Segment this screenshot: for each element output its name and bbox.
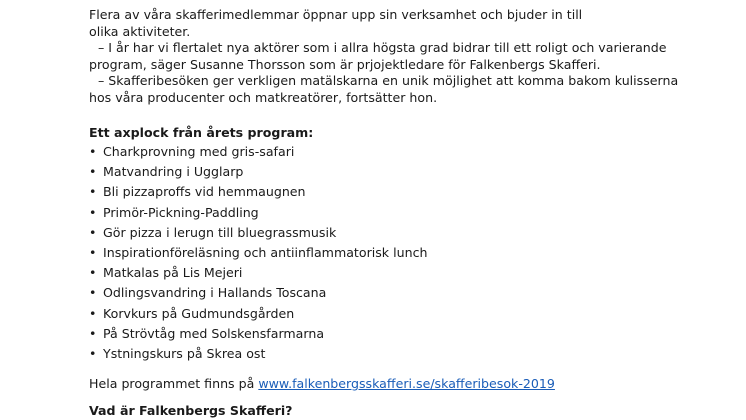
program-item-label: Odlingsvandring i Hallands Toscana [103,285,327,301]
program-item-label: Matkalas på Lis Mejeri [103,265,243,281]
quote-line: – I år har vi flertalet nya aktörer som i allra högsta grad bidrar till ett roligt och varierande [98,40,667,55]
program-item [89,243,729,263]
bullet-icon: • [89,346,97,362]
program-item-label: Korvkurs på Gudmundsgården [103,305,295,321]
bullet-icon: • [89,265,97,281]
program-item [89,304,729,324]
program-item [89,344,729,364]
program-item [89,263,729,283]
next-section-heading: Vad är Falkenbergs Skafferi? [89,402,293,418]
intro-line: olika aktiviteter. [89,23,191,39]
quote-line: – Skafferibesöken ger verkligen matälskarna en unik möjlighet att komma bakom kulisserna [98,73,679,88]
bullet-icon: • [89,184,97,200]
program-item [89,324,729,344]
bullet-icon: • [89,204,97,220]
program-link-line [89,376,729,393]
program-heading: Ett axplock från årets program: [89,125,314,140]
intro-line: Flera av våra skafferimedlemmar öppnar upp sin verksamhet och bjuder in till [89,7,583,22]
bullet-icon: • [89,224,97,240]
bullet-icon: • [89,144,97,159]
bullet-icon: • [89,305,97,321]
program-list [89,142,729,364]
program-link-text: Hela programmet finns på [89,376,259,392]
program-item-label: Ystningskurs på Skrea ost [103,346,266,362]
program-item [89,283,729,303]
program-link[interactable]: www.falkenbergsskafferi.se/skafferibesok-2019 [258,376,555,392]
quote-line: program, säger Susanne Thorsson som är prjojektledare för Falkenbergs Skafferi. [89,56,601,72]
program-item-label: Charkprovning med gris-safari [103,144,295,159]
program-item [89,223,729,243]
program-item-label: Primör-Pickning-Paddling [103,204,259,220]
program-item [89,182,729,202]
program-item-label: Bli pizzaproffs vid hemmaugnen [103,184,306,200]
program-item [89,203,729,223]
program-item-label: Inspirationföreläsning och antiinflammatorisk lunch [103,245,428,261]
program-item [89,162,729,182]
program-item-label: På Strövtåg med Solskensfarmarna [103,325,325,341]
program-item-label: Matvandring i Ugglarp [103,164,244,180]
article-body [89,7,729,420]
bullet-icon: • [89,164,97,180]
bullet-icon: • [89,285,97,301]
bullet-icon: • [89,325,97,341]
quote-line: hos våra producenter och matkreatörer, fortsätter hon. [89,89,438,105]
program-item-label: Gör pizza i lerugn till bluegrassmusik [103,224,337,240]
program-item [89,142,729,162]
bullet-icon: • [89,245,97,261]
